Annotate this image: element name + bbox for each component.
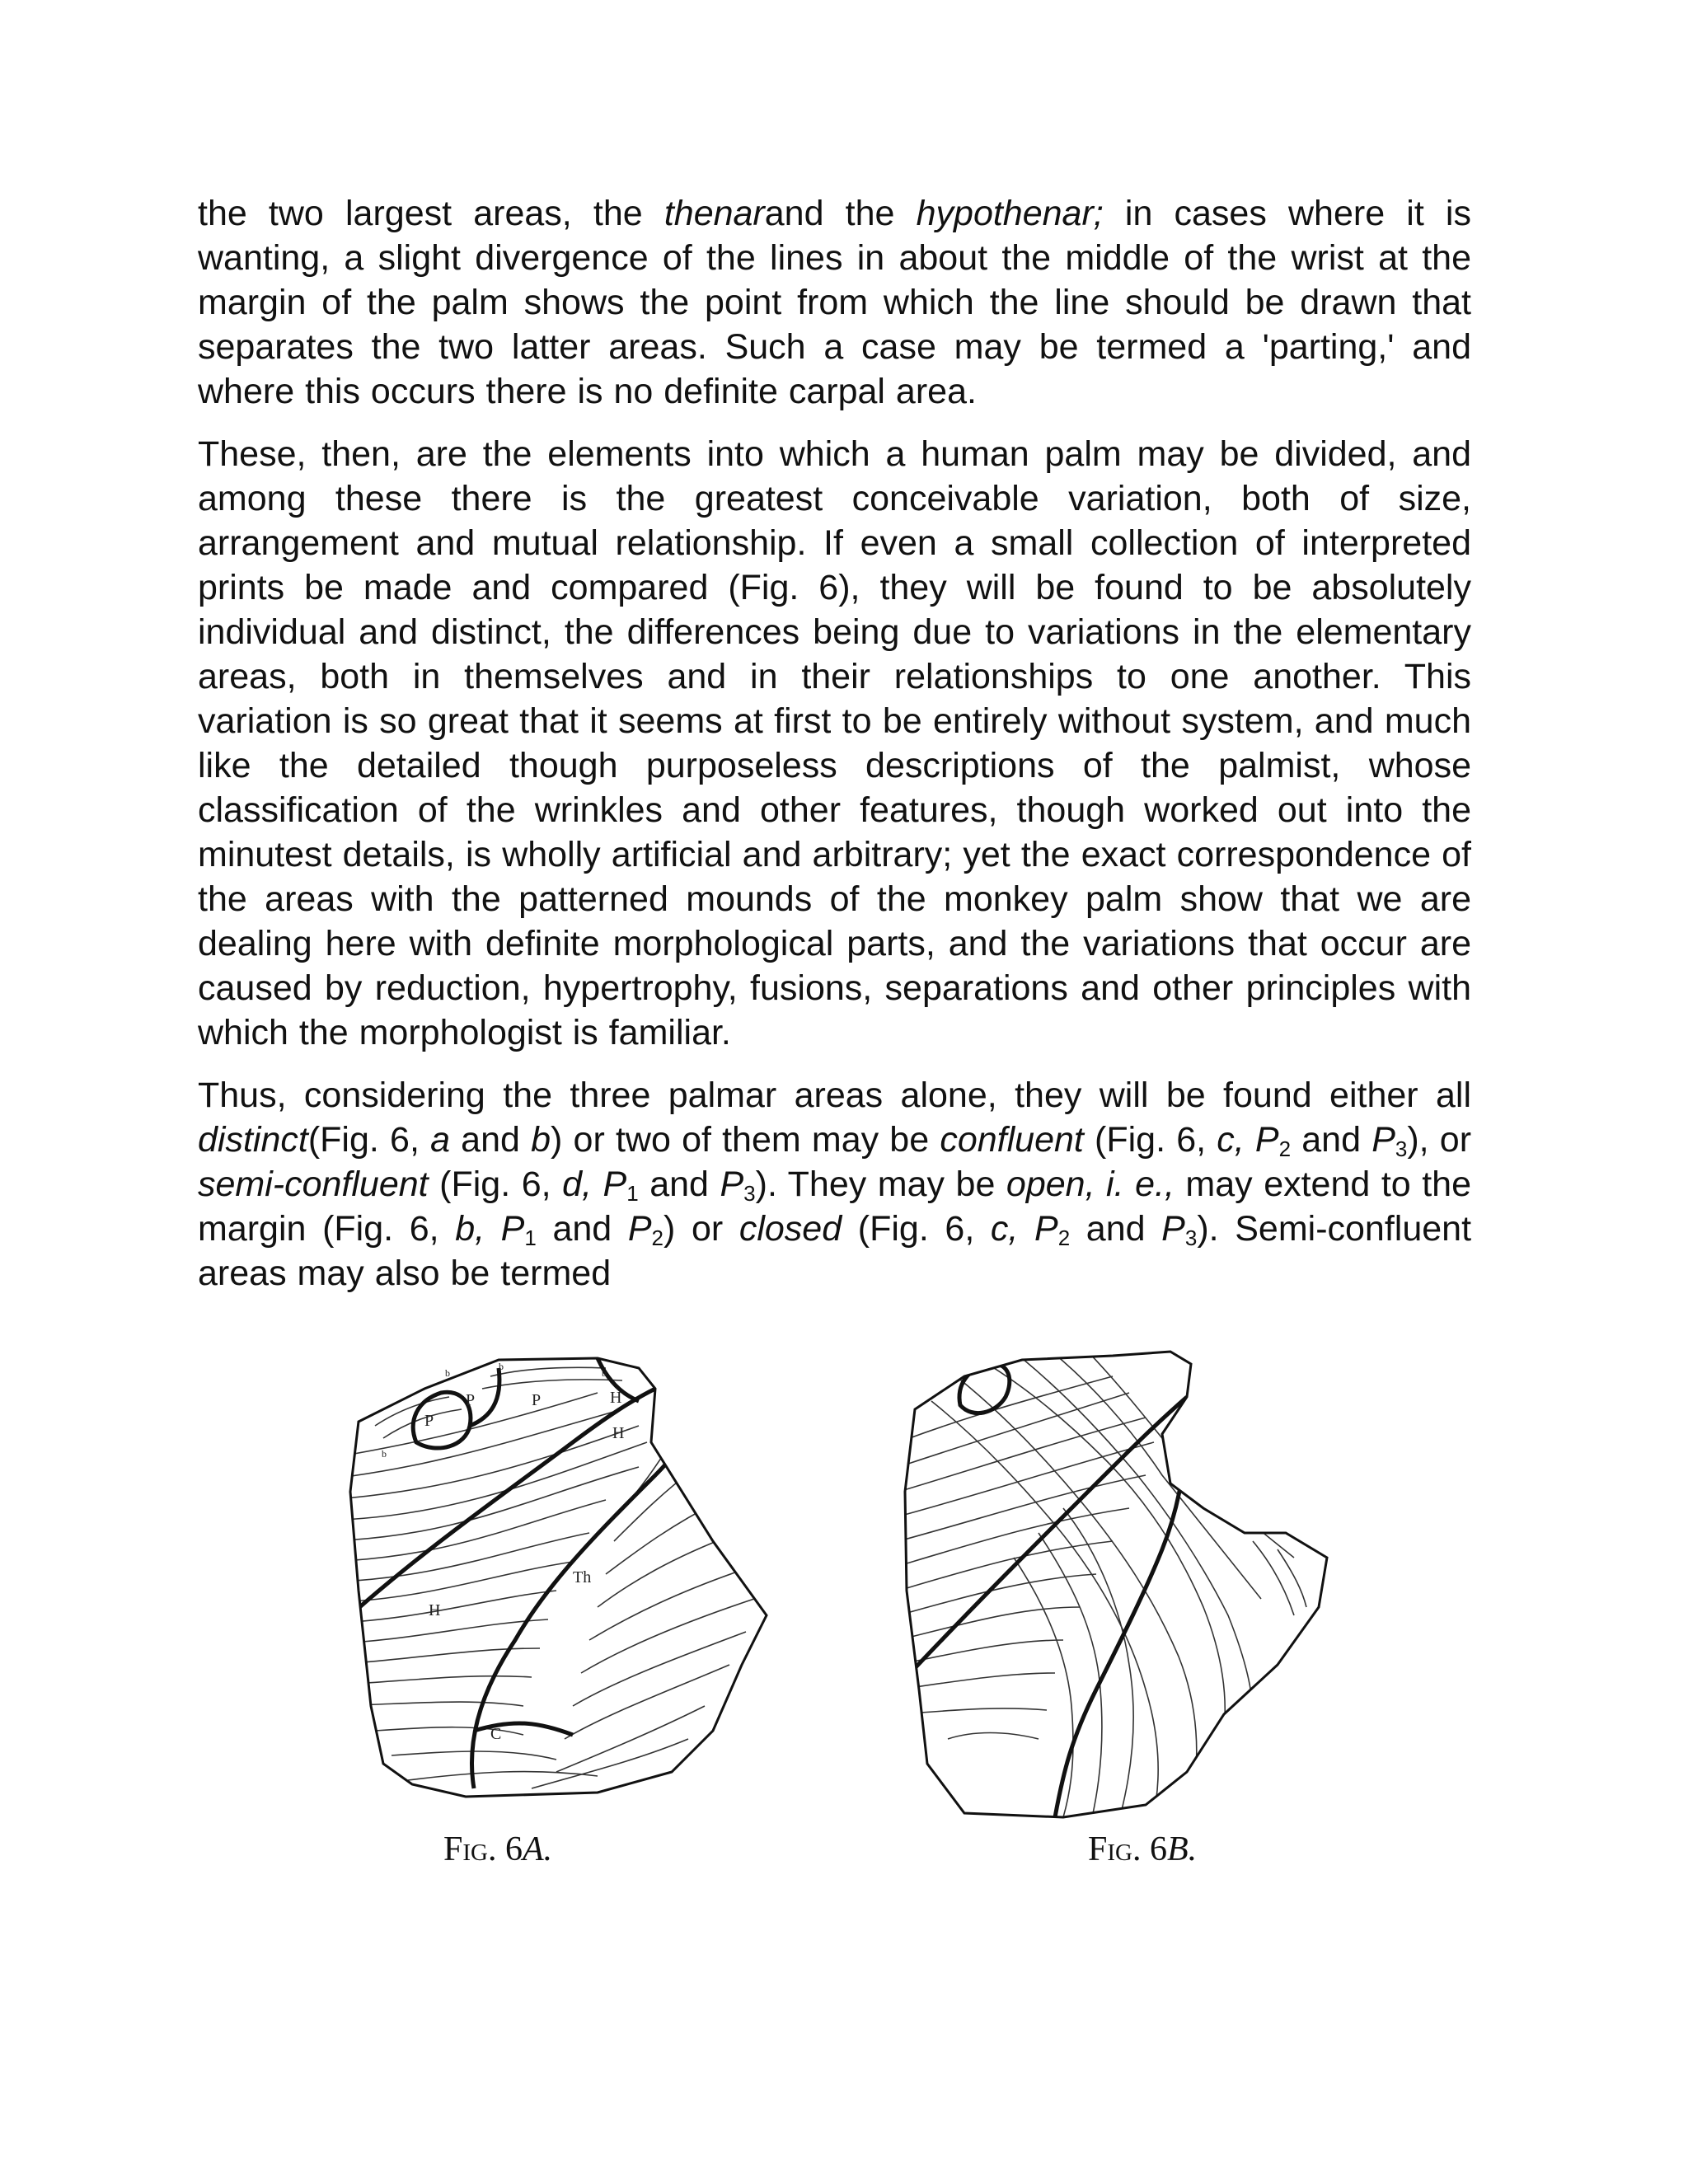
paragraph-3-run: c, — [990, 1209, 1019, 1249]
figure-6a-caption-prefix: Fig. 6 — [443, 1830, 523, 1868]
paragraph-3-run: 1 — [626, 1181, 639, 1206]
paragraph-3-run: ). They may be — [755, 1165, 1006, 1204]
figure-6a-label: b — [499, 1361, 504, 1372]
paragraph-3-run: and — [638, 1165, 720, 1204]
paragraph-3-run: b, P — [455, 1209, 525, 1249]
paragraph-3-run: distinct — [198, 1120, 308, 1160]
paragraph-3-run: 2 — [651, 1226, 664, 1250]
palm-print-6b-illustration — [898, 1343, 1343, 1821]
paragraph-1-run: and the — [764, 194, 917, 233]
paragraph-3-run: 3 — [1395, 1137, 1408, 1161]
figure-6a-label: H — [610, 1389, 622, 1407]
figure-6b-caption-prefix: Fig. 6 — [1088, 1830, 1167, 1868]
paragraph-3 — [198, 1073, 1471, 1296]
paragraph-3-run: P — [1372, 1120, 1395, 1160]
paragraph-3-run: 2 — [1278, 1137, 1292, 1161]
figure-6a-caption-suffix: A. — [522, 1830, 553, 1868]
paragraph-3-run: (Fig. 6, — [428, 1165, 563, 1204]
paragraph-3-run: and — [450, 1120, 532, 1160]
paragraph-3-run: 2 — [1057, 1226, 1071, 1250]
paragraph-3-run: a — [430, 1120, 450, 1160]
paragraph-3-run: P — [720, 1165, 744, 1204]
figure-6a — [326, 1343, 771, 1805]
paragraph-3-run: semi-confluent — [198, 1165, 429, 1204]
paragraph-3-run: 3 — [1184, 1226, 1198, 1250]
paragraph-3-run: and — [536, 1209, 628, 1249]
paragraph-3-run: may extend to the margin (Fig. 6, — [198, 1165, 1471, 1249]
paragraph-3-run — [1018, 1209, 1034, 1249]
paragraph-3-run: 3 — [743, 1181, 756, 1206]
page-body — [198, 191, 1471, 1314]
figure-6a-label: P — [532, 1391, 542, 1409]
paragraph-3-run: ), or — [1407, 1120, 1472, 1160]
paragraph-2-run: These, then, are the elements into which a human palm may be divided, and among these there is the greatest conceivable variation, both of size, arrangement and mutual relationship. If even a small collection of interpreted prints be made and compared (Fig. 6), they will be found to be absolutely individual and distinct, the differences being due to variations in the elementary areas, both in themselves and in their relationships to one another. This variation is so great that it seems at first to be entirely without system, and much like the detailed though purposeless descriptions of the palmist, whose classification of the wrinkles and other features, though worked out into the minutest details, is wholly artificial and arbitrary; yet the exact correspondence of the areas with the patterned mounds of the monkey palm show that we are dealing here with definite morphological parts, and the variations that occur are caused by reduction, hypertrophy, fusions, separations and other principles with which the morphologist is familiar. — [198, 434, 1471, 1052]
figure-6a-label: P — [424, 1412, 434, 1430]
figure-6a-label: C — [490, 1725, 502, 1743]
paragraph-3-run: (Fig. 6, — [307, 1120, 431, 1160]
paragraph-3-run: Thus, considering the three palmar areas alone, they will be found either all — [198, 1076, 1471, 1115]
figure-6a-label: b — [602, 1367, 607, 1379]
paragraph-3-run: open, i. e., — [1006, 1165, 1175, 1204]
paragraph-3-run: b — [531, 1120, 551, 1160]
paragraph-3-run: confluent — [940, 1120, 1084, 1160]
paragraph-3-run: ) or two of them may be — [551, 1120, 940, 1160]
paragraph-3-run: (Fig. 6, — [842, 1209, 991, 1249]
figure-6a-label: H — [612, 1424, 625, 1442]
paragraph-1-run: hypothenar; — [916, 194, 1104, 233]
paragraph-3-run: 1 — [524, 1226, 537, 1250]
palm-print-6a-illustration — [326, 1343, 771, 1805]
figure-6b-caption — [1088, 1830, 1197, 1869]
paragraph-3-run: ). Semi-confluent areas may also be termed — [198, 1209, 1472, 1293]
paragraph-1-run: thenar — [663, 194, 765, 233]
figure-6a-label: P — [466, 1391, 476, 1409]
paragraph-3-run: and — [1291, 1120, 1372, 1160]
figure-6a-label: b — [445, 1367, 450, 1379]
paragraph-3-run: c, P — [1217, 1120, 1279, 1160]
paragraph-3-run: d, P — [562, 1165, 627, 1204]
paragraph-3-run: closed — [738, 1209, 842, 1249]
figure-6a-label: Th — [573, 1568, 592, 1586]
figure-6b — [898, 1343, 1343, 1821]
paragraph-3-run: (Fig. 6, — [1083, 1120, 1217, 1160]
paragraph-3-run: P — [627, 1209, 652, 1249]
figure-6a-label: H — [429, 1601, 441, 1619]
paragraph-2 — [198, 432, 1471, 1055]
paragraph-1-run: in cases where it is wanting, a slight divergence of the lines in about the middle of the wrist at the margin of the palm shows the point from which the line should be drawn that separates the two latter areas. Such a case may be termed a 'parting,' and where this occurs there is no definite carpal area. — [198, 194, 1471, 411]
paragraph-3-run: P — [1034, 1209, 1058, 1249]
paragraph-3-run: P — [1161, 1209, 1185, 1249]
paragraph-1-run: the two largest areas, the — [198, 194, 664, 233]
figure-6a-label: b — [382, 1448, 387, 1460]
paragraph-3-run: and — [1070, 1209, 1162, 1249]
figure-6a-caption — [443, 1830, 552, 1869]
paragraph-1 — [198, 191, 1471, 414]
figure-6b-caption-suffix: B. — [1166, 1830, 1198, 1868]
paragraph-3-run: ) or — [663, 1209, 739, 1249]
